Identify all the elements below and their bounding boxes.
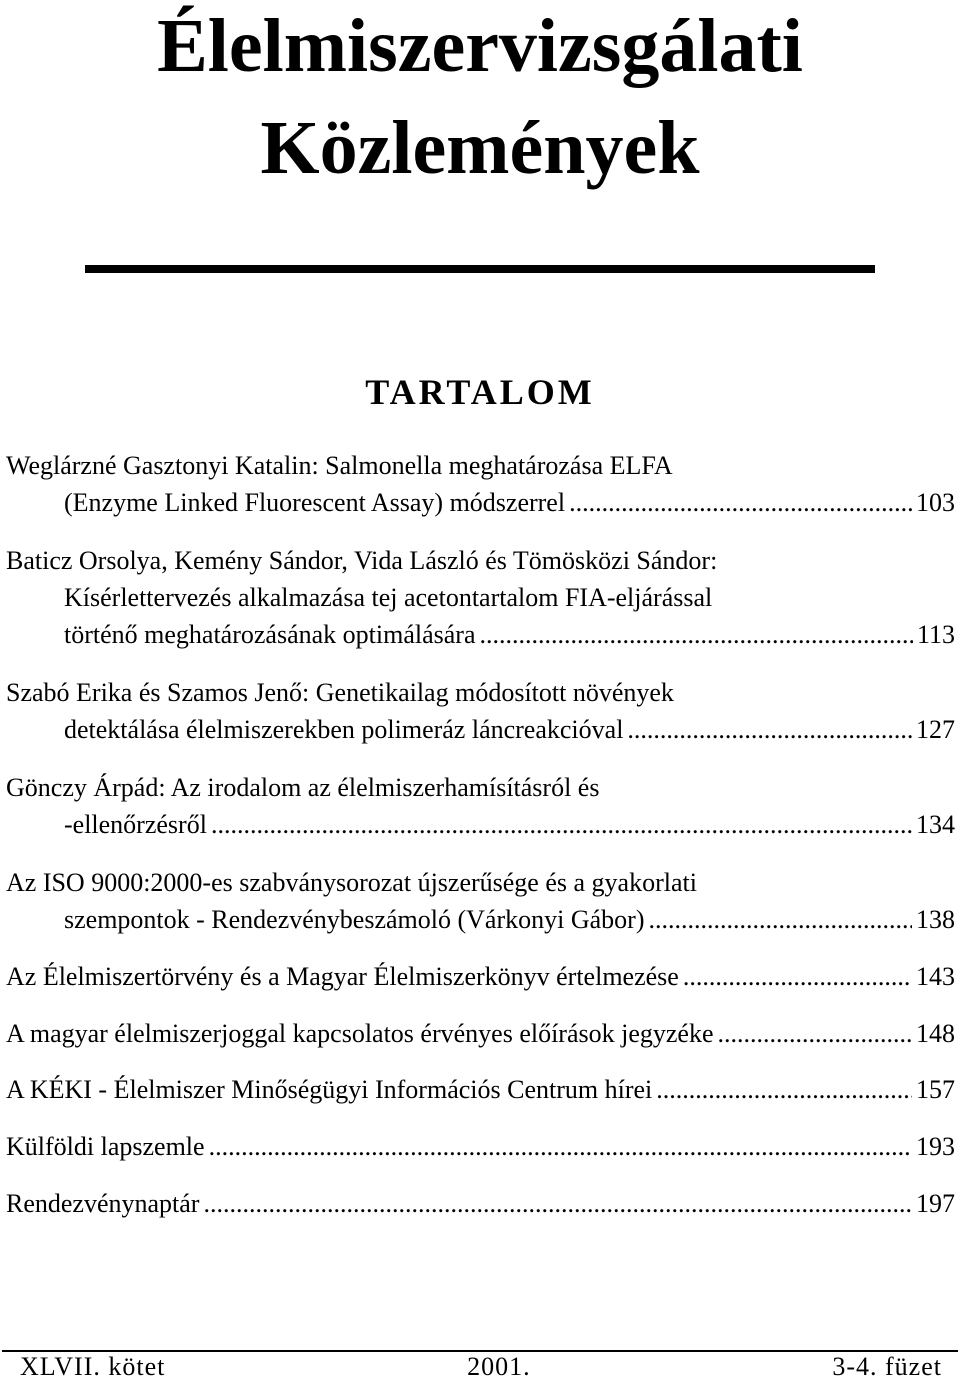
toc-entry-text: -ellenőrzésről	[64, 810, 207, 839]
toc-page-number: 103	[916, 488, 955, 517]
toc-entry-text: Weglárzné Gasztonyi Katalin: Salmonella meghatározása ELFA	[6, 451, 673, 480]
toc-entry-line	[6, 1071, 955, 1108]
toc-entry-text: A KÉKI - Élelmiszer Minőségügyi Információs Centrum hírei	[6, 1075, 653, 1104]
toc-leader-dots	[656, 1071, 912, 1108]
toc-entry-text: Kísérlettervezés alkalmazása tej acetontartalom FIA-eljárással	[64, 583, 713, 612]
toc-entry	[6, 1071, 955, 1108]
toc-leader-dots	[627, 711, 912, 748]
toc-entry-line	[6, 1128, 955, 1165]
footer-volume: XLVII. kötet	[20, 1352, 166, 1381]
toc-entry	[6, 958, 955, 995]
toc-page-number: 127	[916, 715, 955, 744]
toc-entry-text: történő meghatározásának optimálására	[64, 620, 476, 649]
toc-leader-dots	[648, 901, 912, 938]
toc-entry-line	[6, 769, 955, 806]
toc-entry	[6, 674, 955, 748]
toc-entry	[6, 1015, 955, 1052]
toc-entry-text: Külföldi lapszemle	[6, 1132, 205, 1161]
toc-entry-text: Rendezvénynaptár	[6, 1189, 200, 1218]
toc-entry-text: Baticz Orsolya, Kemény Sándor, Vida László és Tömösközi Sándor:	[6, 546, 718, 575]
toc-entry-line	[6, 864, 955, 901]
toc-page-number: 197	[916, 1189, 955, 1218]
toc-entry-line	[6, 616, 955, 653]
footer-year: 2001.	[467, 1352, 531, 1381]
toc-entry	[6, 769, 955, 843]
toc-entry-text: (Enzyme Linked Fluorescent Assay) módszerrel	[64, 488, 566, 517]
toc-page-number: 138	[916, 905, 955, 934]
toc-leader-dots	[683, 958, 912, 995]
toc-leader-dots	[211, 806, 912, 843]
toc-entry-text: A magyar élelmiszerjoggal kapcsolatos érvényes előírások jegyzéke	[6, 1019, 714, 1048]
toc-page-number: 143	[916, 962, 955, 991]
toc-leader-dots	[209, 1128, 912, 1165]
toc-entry	[6, 447, 955, 521]
toc-entry-line	[6, 579, 955, 616]
toc-leader-dots	[203, 1185, 912, 1222]
toc-entry	[6, 1185, 955, 1222]
toc-entry-text: Az Élelmiszertörvény és a Magyar Élelmiszerkönyv értelmezése	[6, 962, 679, 991]
toc-entry-line	[6, 806, 955, 843]
toc-leader-dots	[479, 616, 912, 653]
toc-entry-text: Gönczy Árpád: Az irodalom az élelmiszerhamísításról és	[6, 773, 600, 802]
toc-entry	[6, 1128, 955, 1165]
toc-entry-line	[6, 542, 955, 579]
title-divider	[85, 265, 875, 273]
toc-page-number: 157	[916, 1075, 955, 1104]
toc-entry-line	[6, 901, 955, 938]
toc-entry-text: detektálása élelmiszerekben polimeráz láncreakcióval	[64, 715, 624, 744]
toc-page-number: 134	[916, 810, 955, 839]
toc-entry-text: Szabó Erika és Szamos Jenő: Genetikailag módosított növények	[6, 678, 674, 707]
footer	[20, 1352, 942, 1382]
toc-entry	[6, 542, 955, 653]
toc-leader-dots	[569, 484, 912, 521]
journal-title-line1: Élelmiszervizsgálati	[157, 4, 803, 88]
toc-entry-text: Az ISO 9000:2000-es szabványsorozat újszerűsége és a gyakorlati	[6, 868, 697, 897]
toc-entry-line	[6, 447, 955, 484]
toc-leader-dots	[718, 1015, 912, 1052]
toc-entry-text: szempontok - Rendezvénybeszámoló (Várkonyi Gábor)	[64, 905, 645, 934]
toc-page-number: 113	[916, 620, 955, 649]
toc-entry-line	[6, 1015, 955, 1052]
journal-title-line2: Közlemények	[260, 106, 700, 190]
toc-page-number: 148	[916, 1019, 955, 1048]
toc-entry-line	[6, 958, 955, 995]
toc-entry	[6, 864, 955, 938]
toc-entry-line	[6, 484, 955, 521]
toc-page-number: 193	[916, 1132, 955, 1161]
toc-heading: TARTALOM	[365, 372, 595, 412]
footer-issue: 3-4. füzet	[832, 1352, 942, 1381]
toc-entry-line	[6, 1185, 955, 1222]
toc-entry-line	[6, 711, 955, 748]
toc-entry-line	[6, 674, 955, 711]
